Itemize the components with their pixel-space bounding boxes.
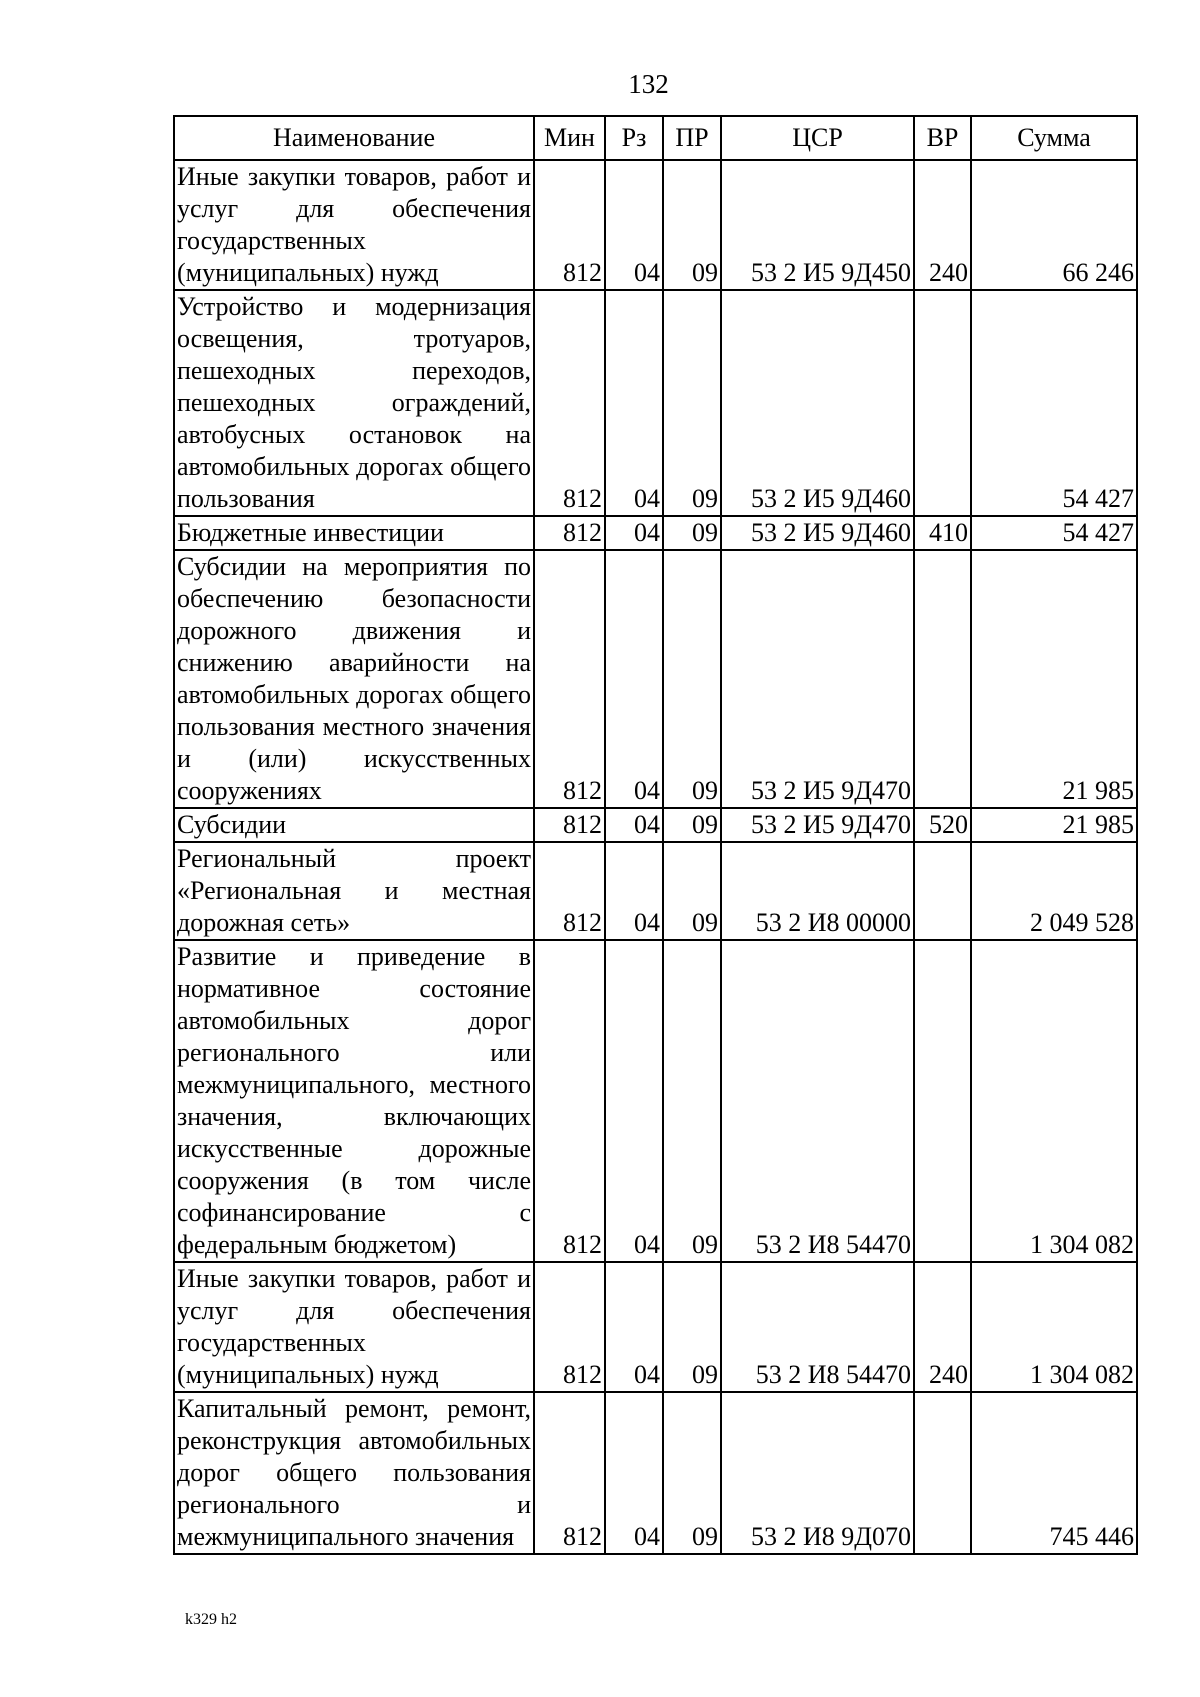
row-sum: 54 427 xyxy=(971,516,1137,550)
table-row xyxy=(174,290,1137,516)
budget-table xyxy=(173,115,1138,1555)
row-name: Капитальный ремонт, ремонт, реконструкция автомобильных дорог общего пользования регионального и межмуниципального значения xyxy=(174,1392,534,1554)
footer-code: k329 h2 xyxy=(185,1611,237,1628)
row-name: Субсидии на мероприятия по обеспечению безопасности дорожного движения и снижению аварийности на автомобильных дорогах общего пользования местного значения и (или) искусственных сооружениях xyxy=(174,550,534,808)
row-vr xyxy=(914,550,971,808)
row-pr: 09 xyxy=(663,842,721,940)
row-rz: 04 xyxy=(605,808,663,842)
row-sum: 54 427 xyxy=(971,290,1137,516)
table-row xyxy=(174,940,1137,1262)
row-sum: 21 985 xyxy=(971,808,1137,842)
table-header-row xyxy=(174,116,1137,160)
row-sum: 1 304 082 xyxy=(971,1262,1137,1392)
row-csr: 53 2 И5 9Д460 xyxy=(721,290,914,516)
row-rz: 04 xyxy=(605,1392,663,1554)
row-pr: 09 xyxy=(663,940,721,1262)
row-pr: 09 xyxy=(663,1262,721,1392)
row-sum: 21 985 xyxy=(971,550,1137,808)
row-csr: 53 2 И8 9Д070 xyxy=(721,1392,914,1554)
row-min: 812 xyxy=(534,842,605,940)
table-row xyxy=(174,516,1137,550)
row-vr xyxy=(914,842,971,940)
row-vr: 240 xyxy=(914,160,971,290)
row-min: 812 xyxy=(534,940,605,1262)
row-name: Иные закупки товаров, работ и услуг для обеспечения государственных (муниципальных) нужд xyxy=(174,160,534,290)
row-rz: 04 xyxy=(605,516,663,550)
row-rz: 04 xyxy=(605,290,663,516)
row-rz: 04 xyxy=(605,550,663,808)
row-sum: 66 246 xyxy=(971,160,1137,290)
row-sum: 745 446 xyxy=(971,1392,1137,1554)
row-rz: 04 xyxy=(605,940,663,1262)
page-number: 132 xyxy=(628,69,669,99)
row-min: 812 xyxy=(534,808,605,842)
row-csr: 53 2 И8 54470 xyxy=(721,940,914,1262)
header-csr: ЦСР xyxy=(721,116,914,160)
row-min: 812 xyxy=(534,1392,605,1554)
row-rz: 04 xyxy=(605,160,663,290)
row-vr: 240 xyxy=(914,1262,971,1392)
header-vr: ВР xyxy=(914,116,971,160)
table-row xyxy=(174,1262,1137,1392)
header-pr: ПР xyxy=(663,116,721,160)
row-name: Устройство и модернизация освещения, тротуаров, пешеходных переходов, пешеходных ограждений, автобусных остановок на автомобильных дорогах общего пользования xyxy=(174,290,534,516)
row-csr: 53 2 И5 9Д460 xyxy=(721,516,914,550)
table-row xyxy=(174,1392,1137,1554)
row-name: Бюджетные инвестиции xyxy=(174,516,534,550)
row-csr: 53 2 И8 54470 xyxy=(721,1262,914,1392)
table-row xyxy=(174,808,1137,842)
row-pr: 09 xyxy=(663,516,721,550)
row-sum: 1 304 082 xyxy=(971,940,1137,1262)
table-row xyxy=(174,550,1137,808)
row-vr: 520 xyxy=(914,808,971,842)
row-name: Развитие и приведение в нормативное состояние автомобильных дорог регионального или межмуниципального, местного значения, включающих искусственные дорожные сооружения (в том числе софинансирование с федеральным бюджетом) xyxy=(174,940,534,1262)
row-csr: 53 2 И5 9Д450 xyxy=(721,160,914,290)
row-min: 812 xyxy=(534,516,605,550)
row-pr: 09 xyxy=(663,1392,721,1554)
row-pr: 09 xyxy=(663,290,721,516)
row-vr xyxy=(914,1392,971,1554)
header-sum: Сумма xyxy=(971,116,1137,160)
row-min: 812 xyxy=(534,160,605,290)
row-pr: 09 xyxy=(663,550,721,808)
row-csr: 53 2 И8 00000 xyxy=(721,842,914,940)
row-sum: 2 049 528 xyxy=(971,842,1137,940)
row-pr: 09 xyxy=(663,160,721,290)
header-min: Мин xyxy=(534,116,605,160)
row-min: 812 xyxy=(534,1262,605,1392)
table-row xyxy=(174,160,1137,290)
row-vr: 410 xyxy=(914,516,971,550)
row-vr xyxy=(914,290,971,516)
row-vr xyxy=(914,940,971,1262)
row-pr: 09 xyxy=(663,808,721,842)
row-min: 812 xyxy=(534,290,605,516)
table-row xyxy=(174,842,1137,940)
row-min: 812 xyxy=(534,550,605,808)
row-name: Иные закупки товаров, работ и услуг для обеспечения государственных (муниципальных) нужд xyxy=(174,1262,534,1392)
row-csr: 53 2 И5 9Д470 xyxy=(721,808,914,842)
row-rz: 04 xyxy=(605,1262,663,1392)
row-rz: 04 xyxy=(605,842,663,940)
row-csr: 53 2 И5 9Д470 xyxy=(721,550,914,808)
header-rz: Рз xyxy=(605,116,663,160)
row-name: Субсидии xyxy=(174,808,534,842)
header-name: Наименование xyxy=(174,116,534,160)
row-name: Региональный проект «Региональная и местная дорожная сеть» xyxy=(174,842,534,940)
